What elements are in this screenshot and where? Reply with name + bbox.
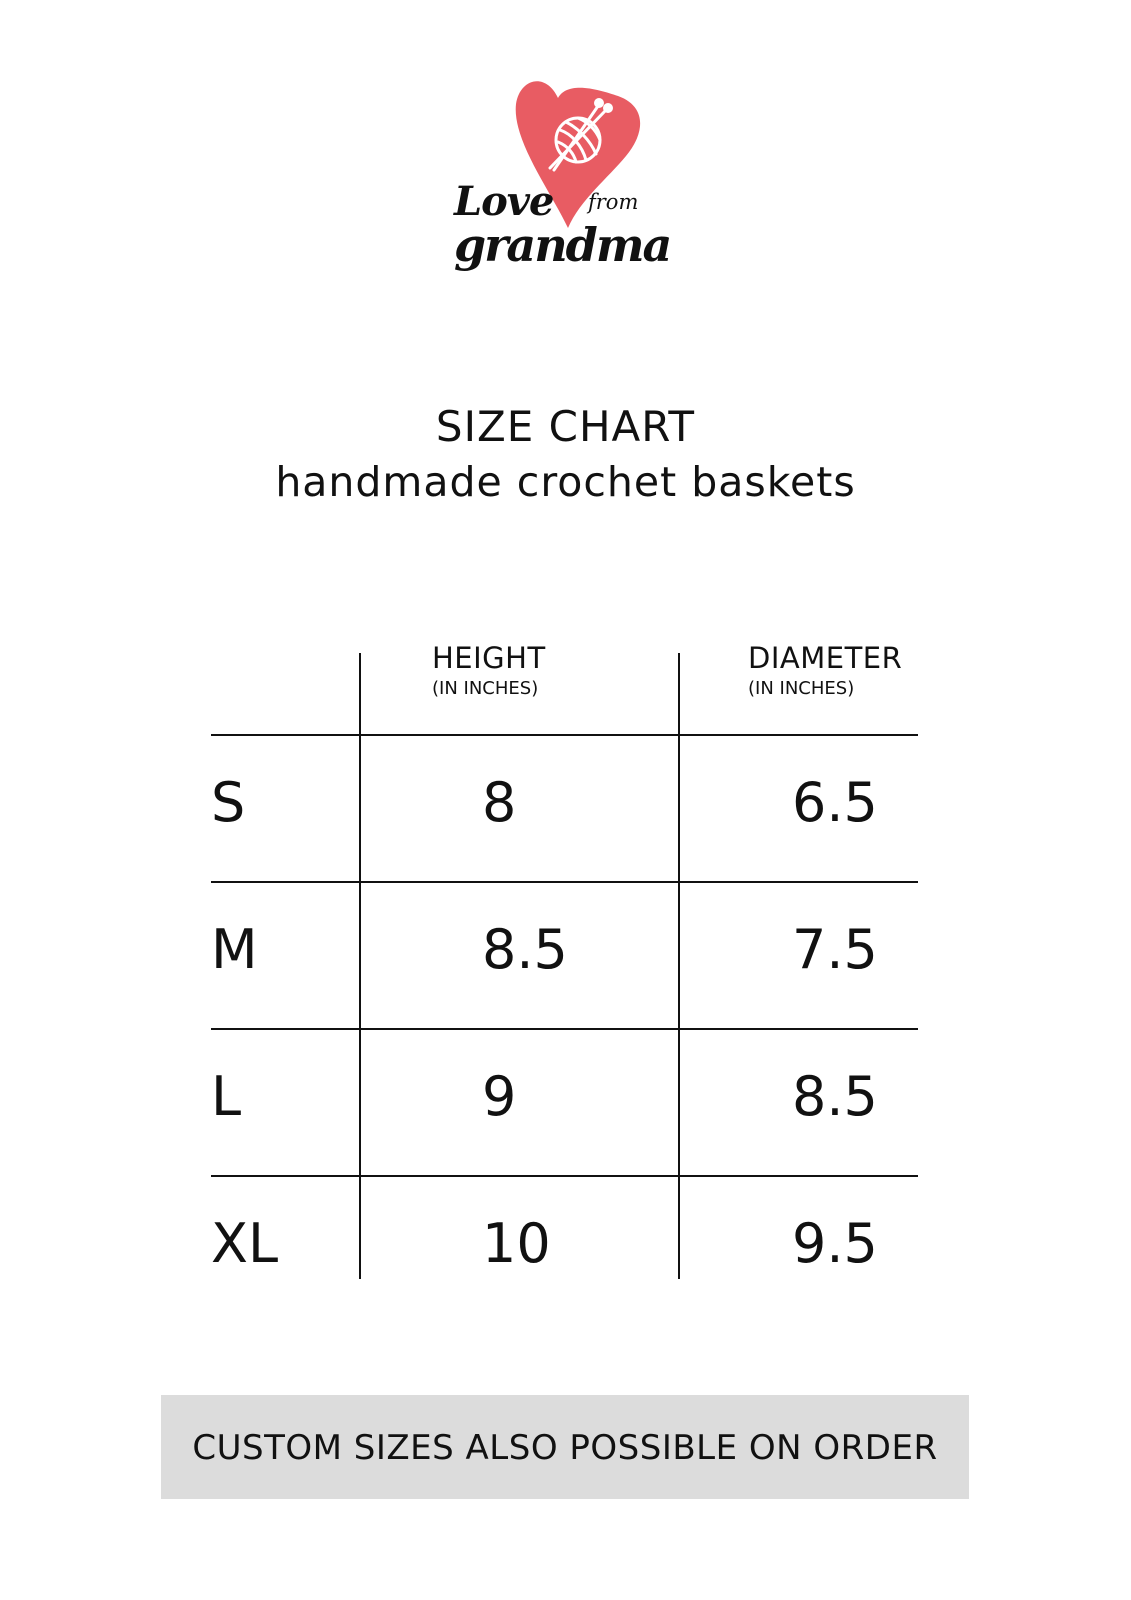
size-cell: XL [211, 1212, 279, 1275]
height-cell: 9 [482, 1065, 517, 1128]
column-header-unit: (IN INCHES) [748, 678, 855, 699]
column-header-unit: (IN INCHES) [432, 678, 539, 699]
size-cell: L [211, 1065, 242, 1128]
custom-sizes-note-text: CUSTOM SIZES ALSO POSSIBLE ON ORDER [192, 1428, 938, 1468]
size-cell: M [211, 918, 258, 981]
diameter-cell: 8.5 [792, 1065, 878, 1128]
custom-sizes-note [161, 1395, 969, 1499]
height-cell: 8 [482, 771, 517, 834]
height-cell: 8.5 [482, 918, 568, 981]
height-cell: 10 [482, 1212, 551, 1275]
column-header-height [432, 641, 546, 699]
column-header-label: DIAMETER [748, 641, 903, 675]
diameter-cell: 7.5 [792, 918, 878, 981]
diameter-cell: 6.5 [792, 771, 878, 834]
logo-word-from: from [588, 190, 639, 214]
table-row [0, 736, 1131, 883]
column-header-diameter [748, 641, 903, 699]
diameter-cell: 9.5 [792, 1212, 878, 1275]
table-row [0, 883, 1131, 1030]
size-cell: S [211, 771, 246, 834]
table-row [0, 1030, 1131, 1177]
page-subtitle: handmade crochet baskets [275, 458, 856, 506]
logo-word-love: Love [454, 178, 554, 225]
logo-word-grandma: grandma [454, 218, 671, 272]
table-row [0, 1177, 1131, 1324]
page-title: SIZE CHART [435, 402, 696, 451]
column-header-label: HEIGHT [432, 641, 546, 675]
